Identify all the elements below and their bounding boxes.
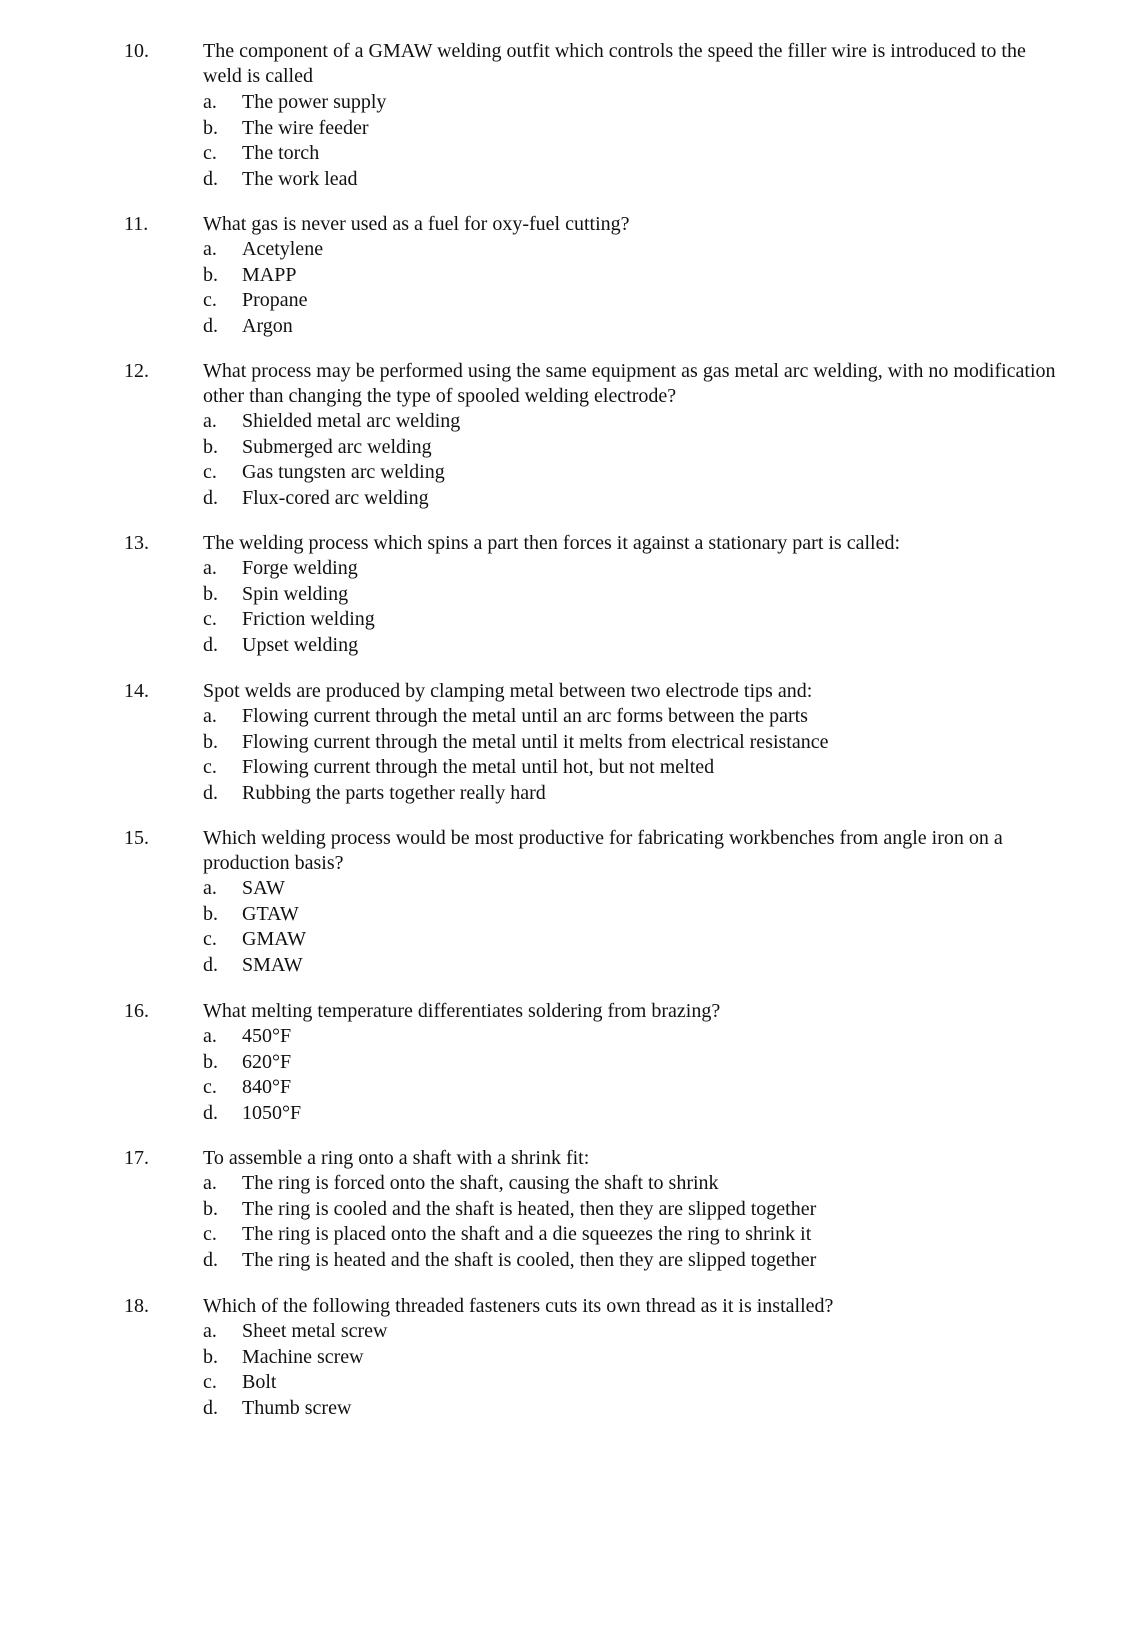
option-letter: c. xyxy=(203,756,217,778)
option-d xyxy=(203,486,1063,512)
option-a xyxy=(203,1024,1063,1050)
option-list xyxy=(203,1319,1063,1421)
question-number: 15. xyxy=(124,827,149,849)
option-text: The power supply xyxy=(242,91,387,113)
option-text: The ring is cooled and the shaft is heated, then they are slipped together xyxy=(242,1197,817,1220)
option-text: The work lead xyxy=(242,167,358,190)
option-d xyxy=(203,953,1063,979)
option-letter: d. xyxy=(203,1248,218,1271)
option-text: SMAW xyxy=(242,953,303,976)
option-text: Flux-cored arc welding xyxy=(242,486,429,509)
option-list xyxy=(203,704,1063,806)
option-a xyxy=(203,90,1063,116)
option-letter: c. xyxy=(203,1076,217,1098)
option-letter: b. xyxy=(203,582,218,605)
option-list xyxy=(203,237,1063,339)
option-list xyxy=(203,1024,1063,1126)
option-text: Forge welding xyxy=(242,557,358,579)
question-stem: Which welding process would be most productive for fabricating workbenches from angle iron on a production basis? xyxy=(203,827,1003,874)
option-a xyxy=(203,237,1063,263)
option-text: 620°F xyxy=(242,1050,292,1073)
option-c xyxy=(203,755,1063,781)
option-letter: d. xyxy=(203,781,218,804)
option-text: Rubbing the parts together really hard xyxy=(242,781,546,804)
option-letter: d. xyxy=(203,953,218,976)
option-letter: a. xyxy=(203,1025,217,1047)
option-text: Gas tungsten arc welding xyxy=(242,461,445,483)
option-b xyxy=(203,902,1063,928)
question-stem: What process may be performed using the same equipment as gas metal arc welding, with no modification other than changing the type of spooled welding electrode? xyxy=(203,360,1056,407)
option-text: Machine screw xyxy=(242,1345,364,1368)
option-text: Flowing current through the metal until hot, but not melted xyxy=(242,756,715,778)
option-d xyxy=(203,1396,1063,1422)
option-c xyxy=(203,288,1063,314)
option-letter: d. xyxy=(203,1396,218,1419)
option-b xyxy=(203,730,1063,756)
option-letter: d. xyxy=(203,1101,218,1124)
option-text: Flowing current through the metal until an arc forms between the parts xyxy=(242,705,808,727)
option-letter: d. xyxy=(203,167,218,190)
option-text: Spin welding xyxy=(242,582,349,605)
option-text: 450°F xyxy=(242,1025,292,1047)
question-stem: Which of the following threaded fasteners cuts its own thread as it is installed? xyxy=(203,1295,834,1317)
option-letter: a. xyxy=(203,238,217,260)
option-a xyxy=(203,1171,1063,1197)
option-d xyxy=(203,1248,1063,1274)
option-letter: a. xyxy=(203,877,217,899)
option-letter: b. xyxy=(203,116,218,139)
option-letter: a. xyxy=(203,557,217,579)
question-number: 10. xyxy=(124,40,149,62)
option-list xyxy=(203,90,1063,192)
question-number: 18. xyxy=(124,1295,149,1317)
option-letter: c. xyxy=(203,461,217,483)
option-letter: a. xyxy=(203,1172,217,1194)
option-letter: d. xyxy=(203,314,218,337)
option-text: GTAW xyxy=(242,902,299,925)
option-c xyxy=(203,1370,1063,1396)
option-text: The ring is forced onto the shaft, causing the shaft to shrink xyxy=(242,1172,719,1194)
option-b xyxy=(203,582,1063,608)
option-text: The torch xyxy=(242,142,320,164)
option-a xyxy=(203,876,1063,902)
option-text: Friction welding xyxy=(242,608,375,630)
option-letter: b. xyxy=(203,263,218,286)
option-list xyxy=(203,409,1063,511)
option-d xyxy=(203,1101,1063,1127)
option-a xyxy=(203,1319,1063,1345)
question-stem: The welding process which spins a part then forces it against a stationary part is called: xyxy=(203,532,901,554)
option-text: Propane xyxy=(242,289,308,311)
option-letter: a. xyxy=(203,705,217,727)
question-stem: To assemble a ring onto a shaft with a shrink fit: xyxy=(203,1147,590,1169)
option-letter: b. xyxy=(203,1197,218,1220)
option-text: Submerged arc welding xyxy=(242,435,432,458)
question-number: 17. xyxy=(124,1147,149,1169)
option-text: Flowing current through the metal until it melts from electrical resistance xyxy=(242,730,829,753)
option-list xyxy=(203,1171,1063,1273)
question-stem: What melting temperature differentiates soldering from brazing? xyxy=(203,1000,721,1022)
option-letter: d. xyxy=(203,486,218,509)
option-b xyxy=(203,116,1063,142)
option-letter: c. xyxy=(203,1371,217,1393)
option-text: Argon xyxy=(242,314,293,337)
option-text: The ring is heated and the shaft is cooled, then they are slipped together xyxy=(242,1248,817,1271)
option-b xyxy=(203,1345,1063,1371)
question-stem: Spot welds are produced by clamping metal between two electrode tips and: xyxy=(203,680,813,702)
option-letter: b. xyxy=(203,1345,218,1368)
option-letter: a. xyxy=(203,91,217,113)
question-number: 11. xyxy=(124,213,149,235)
option-d xyxy=(203,167,1063,193)
option-letter: b. xyxy=(203,902,218,925)
option-d xyxy=(203,781,1063,807)
option-text: Acetylene xyxy=(242,238,324,260)
option-text: Bolt xyxy=(242,1371,277,1393)
option-b xyxy=(203,1197,1063,1223)
option-letter: b. xyxy=(203,1050,218,1073)
question-stem: The component of a GMAW welding outfit which controls the speed the filler wire is introduced to the weld is called xyxy=(203,40,1026,87)
option-text: Sheet metal screw xyxy=(242,1320,388,1342)
option-letter: d. xyxy=(203,633,218,656)
option-c xyxy=(203,927,1063,953)
option-a xyxy=(203,556,1063,582)
option-text: SAW xyxy=(242,877,285,899)
question-number: 13. xyxy=(124,532,149,554)
option-letter: a. xyxy=(203,410,217,432)
option-b xyxy=(203,263,1063,289)
option-b xyxy=(203,1050,1063,1076)
option-letter: a. xyxy=(203,1320,217,1342)
option-text: Shielded metal arc welding xyxy=(242,410,461,432)
option-text: 840°F xyxy=(242,1076,292,1098)
option-text: Upset welding xyxy=(242,633,359,656)
option-d xyxy=(203,633,1063,659)
option-text: MAPP xyxy=(242,263,297,286)
question-number: 16. xyxy=(124,1000,149,1022)
option-text: Thumb screw xyxy=(242,1396,352,1419)
option-c xyxy=(203,1075,1063,1101)
option-letter: b. xyxy=(203,730,218,753)
option-text: 1050°F xyxy=(242,1101,302,1124)
option-text: GMAW xyxy=(242,928,306,950)
option-letter: c. xyxy=(203,289,217,311)
option-c xyxy=(203,141,1063,167)
option-a xyxy=(203,704,1063,730)
question-number: 14. xyxy=(124,680,149,702)
option-letter: b. xyxy=(203,435,218,458)
option-b xyxy=(203,435,1063,461)
option-a xyxy=(203,409,1063,435)
option-d xyxy=(203,314,1063,340)
option-letter: c. xyxy=(203,928,217,950)
option-list xyxy=(203,876,1063,978)
option-letter: c. xyxy=(203,1223,217,1245)
option-letter: c. xyxy=(203,142,217,164)
option-text: The ring is placed onto the shaft and a die squeezes the ring to shrink it xyxy=(242,1223,812,1245)
question-stem: What gas is never used as a fuel for oxy-fuel cutting? xyxy=(203,213,630,235)
option-c xyxy=(203,460,1063,486)
question-number: 12. xyxy=(124,360,149,382)
option-c xyxy=(203,607,1063,633)
option-letter: c. xyxy=(203,608,217,630)
option-c xyxy=(203,1222,1063,1248)
option-list xyxy=(203,556,1063,658)
option-text: The wire feeder xyxy=(242,116,369,139)
